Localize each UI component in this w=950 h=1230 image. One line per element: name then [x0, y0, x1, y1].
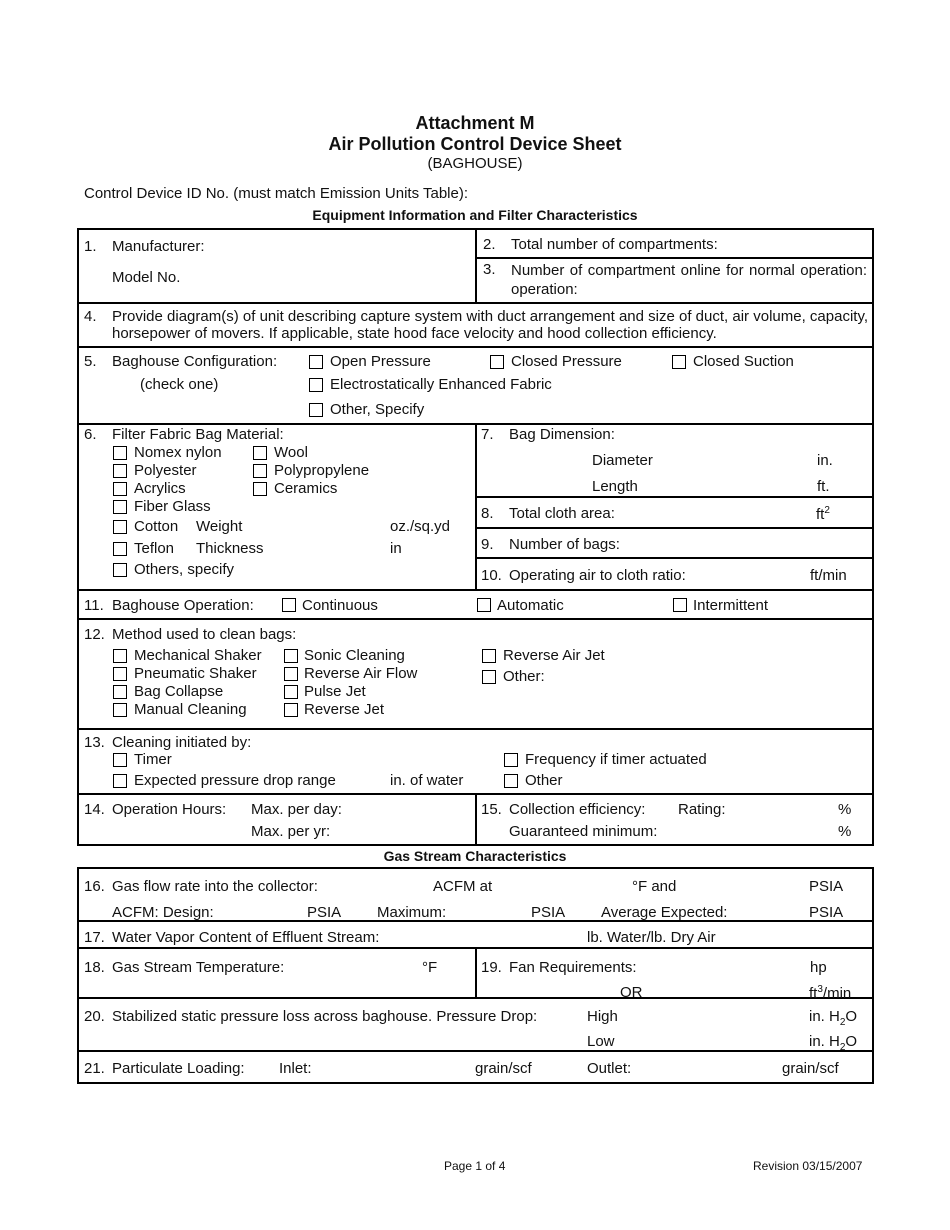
q6-number: 6. — [84, 426, 97, 443]
other-specify-label: Other, Specify — [330, 401, 425, 418]
pneumatic-shaker-checkbox[interactable] — [113, 667, 127, 681]
polypropylene-label: Polypropylene — [274, 462, 370, 479]
wool-label: Wool — [274, 444, 308, 461]
teflon-label: Teflon — [134, 540, 175, 557]
pneumatic-shaker-label: Pneumatic Shaker — [134, 665, 257, 682]
operation-hours-label: Operation Hours: — [112, 801, 227, 818]
q10-number: 10. — [481, 567, 502, 584]
acrylics-label: Acrylics — [134, 480, 186, 497]
model-no-label: Model No. — [112, 269, 181, 286]
other-specify-checkbox[interactable] — [309, 403, 323, 417]
section-equipment-heading: Equipment Information and Filter Characteristics — [312, 207, 638, 223]
q17-number: 17. — [84, 929, 105, 946]
cloth-area-unit: $ft^2$ — [816, 505, 830, 523]
reverse-air-jet-checkbox[interactable] — [482, 649, 496, 663]
length-unit: ft. — [817, 478, 830, 495]
q20-number: 20. — [84, 1008, 105, 1025]
clean-other-checkbox[interactable] — [482, 670, 496, 684]
others-label: Others, specify — [134, 561, 235, 578]
guaranteed-minimum-label: Guaranteed minimum: — [509, 823, 658, 840]
closed-pressure-checkbox[interactable] — [490, 355, 504, 369]
attachment-title: Attachment M — [415, 113, 535, 133]
water-vapor-unit: lb. Water/lb. Dry Air — [587, 929, 716, 946]
nomex-label: Nomex nylon — [134, 444, 222, 461]
bag-collapse-label: Bag Collapse — [134, 683, 224, 700]
fiberglass-checkbox[interactable] — [113, 500, 127, 514]
continuous-label: Continuous — [302, 597, 378, 614]
guaranteed-percent: % — [838, 823, 852, 840]
mechanical-shaker-label: Mechanical Shaker — [134, 647, 262, 664]
average-psia-label: PSIA — [809, 904, 844, 921]
thickness-label: Thickness — [196, 540, 264, 557]
fan-hp-unit: hp — [810, 959, 827, 976]
control-device-id-label: Control Device ID No. (must match Emission Units Table): — [84, 185, 469, 202]
rating-percent: % — [838, 801, 852, 818]
filter-fabric-label: Filter Fabric Bag Material: — [112, 426, 284, 443]
compartment-online-label: Number of compartment online for normal operation: — [511, 262, 867, 279]
reverse-jet-label: Reverse Jet — [304, 701, 385, 718]
q19-number: 19. — [481, 959, 502, 976]
cloth-area-label: Total cloth area: — [509, 505, 615, 522]
sonic-cleaning-checkbox[interactable] — [284, 649, 298, 663]
bag-dimension-label: Bag Dimension: — [509, 426, 615, 443]
automatic-checkbox[interactable] — [477, 598, 491, 612]
q16-number: 16. — [84, 878, 105, 895]
pulse-jet-checkbox[interactable] — [284, 685, 298, 699]
acrylics-checkbox[interactable] — [113, 482, 127, 496]
page-title: Air Pollution Control Device Sheet — [328, 134, 622, 154]
open-pressure-checkbox[interactable] — [309, 355, 323, 369]
q2-number: 2. — [483, 236, 496, 253]
gas-flow-rate-label: Gas flow rate into the collector: — [112, 878, 318, 895]
polyester-label: Polyester — [134, 462, 197, 479]
teflon-checkbox[interactable] — [113, 542, 127, 556]
manual-cleaning-checkbox[interactable] — [113, 703, 127, 717]
baghouse-operation-label: Baghouse Operation: — [112, 597, 254, 614]
cleaning-initiated-label: Cleaning initiated by: — [112, 734, 252, 751]
inlet-unit: grain/scf — [475, 1060, 532, 1077]
page-subtitle: (BAGHOUSE) — [427, 155, 523, 172]
air-cloth-ratio-unit: ft/min — [810, 567, 847, 584]
pressure-low-label: Low — [587, 1033, 615, 1050]
q1-number: 1. — [84, 238, 97, 255]
water-vapor-label: Water Vapor Content of Effluent Stream: — [112, 929, 380, 946]
static-pressure-label: Stabilized static pressure loss across baghouse. Pressure Drop: — [112, 1008, 538, 1025]
reverse-air-flow-checkbox[interactable] — [284, 667, 298, 681]
check-one-label: (check one) — [140, 376, 219, 393]
sonic-cleaning-label: Sonic Cleaning — [304, 647, 405, 664]
closed-pressure-label: Closed Pressure — [511, 353, 622, 370]
frequency-checkbox[interactable] — [504, 753, 518, 767]
q3-number: 3. — [483, 261, 496, 278]
others-checkbox[interactable] — [113, 563, 127, 577]
q13-number: 13. — [84, 734, 105, 751]
bag-collapse-checkbox[interactable] — [113, 685, 127, 699]
rating-label: Rating: — [678, 801, 726, 818]
clean-method-label: Method used to clean bags: — [112, 626, 297, 643]
pulse-jet-label: Pulse Jet — [304, 683, 366, 700]
ceramics-checkbox[interactable] — [253, 482, 267, 496]
diameter-label: Diameter — [592, 452, 653, 469]
weight-unit: oz./sq.yd — [390, 518, 451, 535]
q11-number: 11. — [84, 597, 104, 614]
fan-or-label: OR — [620, 984, 643, 1001]
q14-number: 14. — [84, 801, 105, 818]
wool-checkbox[interactable] — [253, 446, 267, 460]
cotton-checkbox[interactable] — [113, 520, 127, 534]
ceramics-label: Ceramics — [274, 480, 338, 497]
acfm-design-label: ACFM: Design: — [112, 904, 214, 921]
fiberglass-label: Fiber Glass — [134, 498, 211, 515]
q9-number: 9. — [481, 536, 494, 553]
outlet-unit: grain/scf — [782, 1060, 839, 1077]
timer-label: Timer — [134, 751, 172, 768]
q12-number: 12. — [84, 626, 105, 643]
pressure-drop-checkbox[interactable] — [113, 774, 127, 788]
reverse-air-jet-label: Reverse Air Jet — [503, 647, 605, 664]
gas-temperature-label: Gas Stream Temperature: — [112, 959, 285, 976]
section-gas-stream-heading: Gas Stream Characteristics — [383, 848, 567, 864]
q4-number: 4. — [84, 308, 97, 325]
q21-number: 21. — [84, 1060, 105, 1077]
timer-checkbox[interactable] — [113, 753, 127, 767]
diameter-unit: in. — [817, 452, 833, 469]
automatic-label: Automatic — [497, 597, 564, 614]
outlet-label: Outlet: — [587, 1060, 632, 1077]
air-cloth-ratio-label: Operating air to cloth ratio: — [509, 567, 686, 584]
number-of-bags-label: Number of bags: — [509, 536, 620, 553]
intermittent-checkbox[interactable] — [673, 598, 687, 612]
particulate-loading-label: Particulate Loading: — [112, 1060, 245, 1077]
initiated-other-checkbox[interactable] — [504, 774, 518, 788]
psia-label-1: PSIA — [809, 878, 844, 895]
fan-flow-unit: $ft^3/\min$ — [809, 984, 852, 1002]
pressure-high-unit: in. $H_2O$ — [809, 1008, 858, 1028]
pressure-drop-label: Expected pressure drop range — [134, 772, 336, 789]
clean-other-label: Other: — [503, 668, 545, 685]
max-per-yr-label: Max. per yr: — [251, 823, 331, 840]
initiated-other-label: Other — [525, 772, 563, 789]
pressure-high-label: High — [587, 1008, 618, 1025]
average-expected-label: Average Expected: — [601, 904, 728, 921]
design-psia-label: PSIA — [307, 904, 342, 921]
baghouse-config-label: Baghouse Configuration: — [112, 353, 278, 370]
manual-cleaning-label: Manual Cleaning — [134, 701, 247, 718]
degf-and-label: °F and — [632, 878, 677, 895]
electrostatic-fabric-label: Electrostatically Enhanced Fabric — [330, 376, 552, 393]
nomex-checkbox[interactable] — [113, 446, 127, 460]
length-label: Length — [592, 478, 638, 495]
weight-label: Weight — [196, 518, 243, 535]
q18-number: 18. — [84, 959, 105, 976]
reverse-jet-checkbox[interactable] — [284, 703, 298, 717]
q7-number: 7. — [481, 426, 494, 443]
frequency-label: Frequency if timer actuated — [525, 751, 707, 768]
q15-number: 15. — [481, 801, 502, 818]
max-per-day-label: Max. per day: — [251, 801, 342, 818]
closed-suction-checkbox[interactable] — [672, 355, 686, 369]
manufacturer-label: Manufacturer: — [112, 238, 205, 255]
fan-requirements-label: Fan Requirements: — [509, 959, 637, 976]
revision-date: Revision 03/15/2007 — [753, 1159, 863, 1173]
maximum-label: Maximum: — [377, 904, 447, 921]
acfm-at-label: ACFM at — [433, 878, 493, 895]
collection-efficiency-label: Collection efficiency: — [509, 801, 646, 818]
diagram-instructions: Provide diagram(s) of unit describing capture system with duct arrangement and size of duct, air volume, capacity, horsepower of movers. If applicable, state hood face velocity and hood collection efficiency. — [112, 308, 868, 342]
inlet-label: Inlet: — [279, 1060, 312, 1077]
polyester-checkbox[interactable] — [113, 464, 127, 478]
cotton-label: Cotton — [134, 518, 179, 535]
electrostatic-fabric-checkbox[interactable] — [309, 378, 323, 392]
q8-number: 8. — [481, 505, 494, 522]
maximum-psia-label: PSIA — [531, 904, 566, 921]
reverse-air-flow-label: Reverse Air Flow — [304, 665, 418, 682]
open-pressure-label: Open Pressure — [330, 353, 431, 370]
intermittent-label: Intermittent — [693, 597, 769, 614]
gas-temperature-unit: °F — [422, 959, 438, 976]
q5-number: 5. — [84, 353, 97, 370]
pressure-drop-unit: in. of water — [390, 772, 464, 789]
continuous-checkbox[interactable] — [282, 598, 296, 612]
polypropylene-checkbox[interactable] — [253, 464, 267, 478]
pressure-low-unit: in. $H_2O$ — [809, 1033, 858, 1053]
closed-suction-label: Closed Suction — [693, 353, 794, 370]
page-number: Page 1 of 4 — [444, 1159, 506, 1173]
mechanical-shaker-checkbox[interactable] — [113, 649, 127, 663]
thickness-unit: in — [390, 540, 402, 557]
compartments-label: Total number of compartments: — [511, 236, 718, 253]
